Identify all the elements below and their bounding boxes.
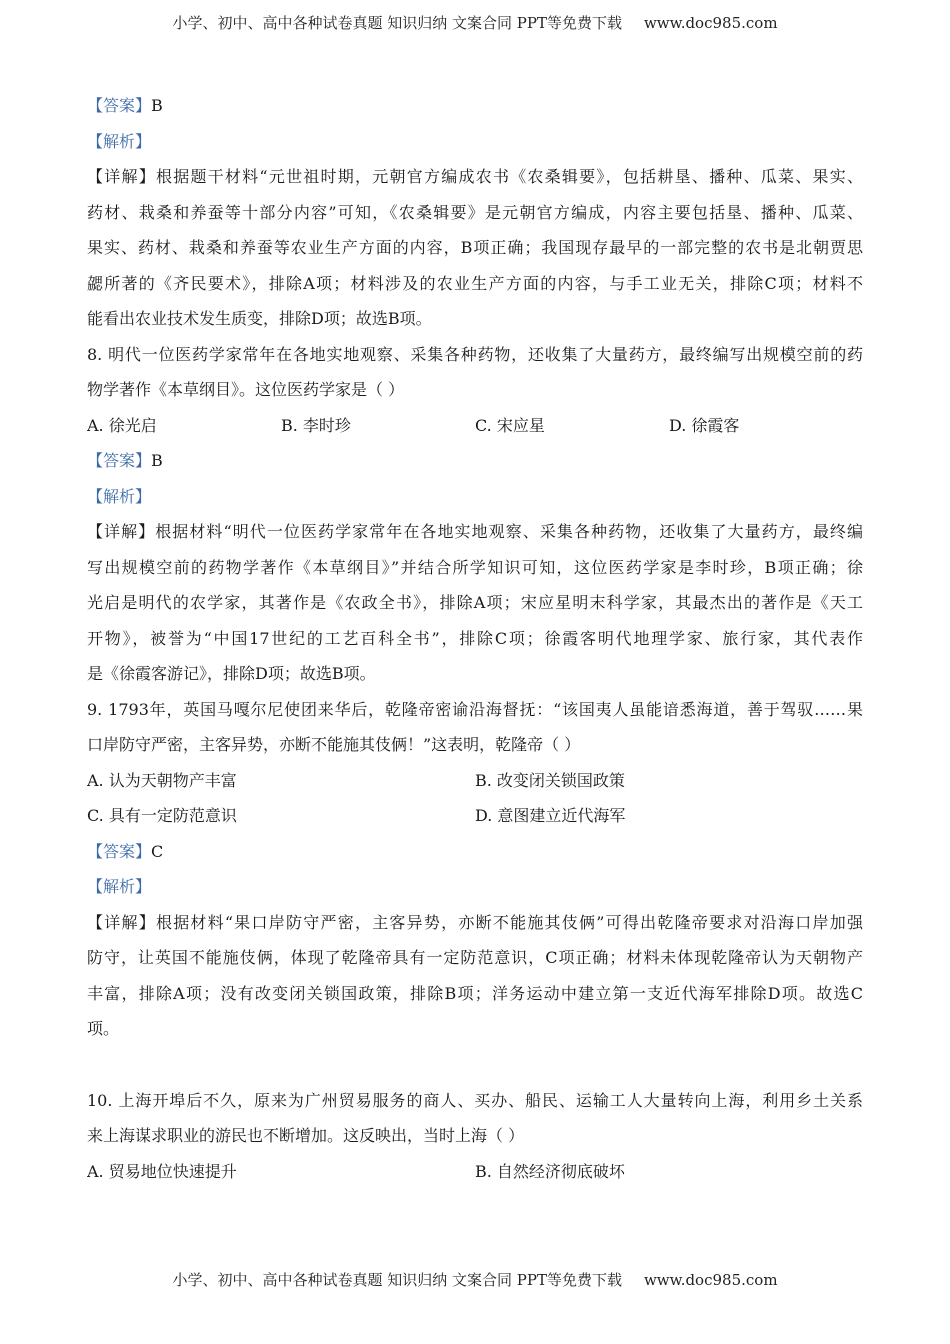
q8-stem-line: 物学著作《本草纲目》。这位医药学家是（ ）: [87, 380, 405, 399]
detail-tag: 【详解】: [87, 912, 156, 932]
q7-detail-line: 药材、栽桑和养蚕等十部分内容”可知，《农桑辑要》是元朝官方编成，内容主要包括垦、播种、瓜菜、: [87, 202, 863, 222]
document-body: [87, 88, 863, 1189]
q8-options: [87, 408, 863, 444]
q8-detail-line: 开物》，被誉为“中国17世纪的工艺百科全书”，排除C项；徐霞客明代地理学家、旅行家，其代表作: [87, 628, 863, 648]
analysis-tag: 【解析】: [87, 486, 152, 506]
q8-stem-line: 8. 明代一位医药学家常年在各地实地观察、采集各种药物，还收集了大量药方，最终编写出规模空前的药: [87, 344, 863, 364]
q7-detail-line: 果实、药材、栽桑和养蚕等农业生产方面的内容，B项正确；我国现存最早的一部完整的农书是北朝贾思: [87, 238, 863, 257]
q9-stem-line: 口岸防守严密，主客异势，亦断不能施其伎俩！”这表明，乾隆帝（ ）: [87, 735, 581, 754]
q10-options-row: [87, 1154, 863, 1190]
q9-detail-line: 项。: [87, 1019, 120, 1038]
q9-detail-line: 丰富，排除A项；没有改变闭关锁国政策，排除B项；洋务运动中建立第一支近代海军排除D项。故选C: [87, 983, 863, 1003]
q8-detail-line: 光启是明代的农学家，其著作是《农政全书》，排除A项；宋应星明末科学家，其最杰出的著作是《天工: [87, 593, 863, 612]
q9-detail-line: 防守，让英国不能施伎俩，体现了乾隆帝具有一定防范意识，C项正确；材料未体现乾隆帝认为天朝物产: [87, 948, 863, 967]
q7-analysis: [87, 124, 863, 160]
answer-value: B: [151, 451, 163, 470]
spacer: [87, 1047, 863, 1083]
answer-tag: 【答案】: [87, 96, 152, 115]
detail-tag: 【详解】: [87, 167, 156, 186]
q8-analysis: [87, 479, 863, 515]
option-a: A. 徐光启: [87, 415, 157, 435]
option-b: B. 李时珍: [281, 415, 351, 435]
answer-value: B: [151, 96, 163, 115]
q9-options-row: [87, 763, 863, 799]
q9-detail-line: [87, 905, 863, 941]
footer-text: 小学、初中、高中各种试卷真题 知识归纳 文案合同 PPT等免费下载: [172, 1271, 622, 1289]
option-c: C. 宋应星: [475, 415, 545, 435]
q7-answer: [87, 88, 863, 124]
option-b: B. 自然经济彻底破坏: [475, 1161, 625, 1181]
detail-text: 根据材料“果口岸防守严密，主客异势，亦断不能施其伎俩”可得出乾隆帝要求对沿海口岸加强: [155, 912, 863, 932]
q10-stem-line: 10. 上海开埠后不久，原来为广州贸易服务的商人、买办、船民、运输工人大量转向上海，利用乡土关系: [87, 1090, 863, 1110]
q8-detail-line: [87, 514, 863, 550]
q9-stem-line: 9. 1793年，英国马嘎尔尼使团来华后，乾隆帝密谕沿海督抚：“该国夷人虽能谙悉海道，善于驾驭……果: [87, 699, 863, 719]
header-text: 小学、初中、高中各种试卷真题 知识归纳 文案合同 PPT等免费下载: [172, 14, 622, 32]
analysis-tag: 【解析】: [87, 131, 152, 151]
detail-tag: 【详解】: [87, 522, 156, 541]
answer-value: C: [151, 841, 164, 861]
answer-tag: 【答案】: [87, 841, 152, 861]
q8-detail-line: 写出规模空前的药物学著作《本草纲目》”并结合所学知识可知，这位医药学家是李时珍，B项正确；徐: [87, 557, 863, 577]
page-header: [0, 12, 950, 33]
page-footer: [0, 1269, 950, 1290]
option-b: B. 改变闭关锁国政策: [475, 770, 625, 790]
option-c: C. 具有一定防范意识: [87, 806, 237, 825]
option-d: D. 徐霞客: [669, 415, 740, 435]
q8-answer: [87, 443, 863, 479]
q9-options-row: [87, 798, 863, 834]
footer-site-link[interactable]: www.doc985.com: [643, 1271, 778, 1289]
option-d: D. 意图建立近代海军: [475, 806, 626, 825]
analysis-tag: 【解析】: [87, 877, 152, 896]
detail-text: 根据题干材料“元世祖时期，元朝官方编成农书《农桑辑要》，包括耕垦、播种、瓜菜、果实、: [155, 167, 863, 186]
q7-detail-line: [87, 159, 863, 195]
option-a: A. 贸易地位快速提升: [87, 1161, 237, 1181]
q7-detail-line: 勰所著的《齐民要术》，排除A项；材料涉及的农业生产方面的内容，与手工业无关，排除C项；材料不: [87, 273, 863, 293]
header-site-link[interactable]: www.doc985.com: [643, 14, 778, 32]
q8-detail-line: 是《徐霞客游记》，排除D项；故选B项。: [87, 664, 376, 683]
q9-analysis: [87, 869, 863, 905]
option-a: A. 认为天朝物产丰富: [87, 770, 237, 790]
answer-tag: 【答案】: [87, 451, 152, 470]
q10-stem-line: 来上海谋求职业的游民也不断增加。这反映出，当时上海（ ）: [87, 1126, 525, 1145]
q9-answer: [87, 834, 863, 870]
detail-text: 根据材料“明代一位医药学家常年在各地实地观察、采集各种药物，还收集了大量药方，最终编: [155, 522, 863, 541]
q7-detail-line: 能看出农业技术发生质变，排除D项；故选B项。: [87, 309, 432, 328]
